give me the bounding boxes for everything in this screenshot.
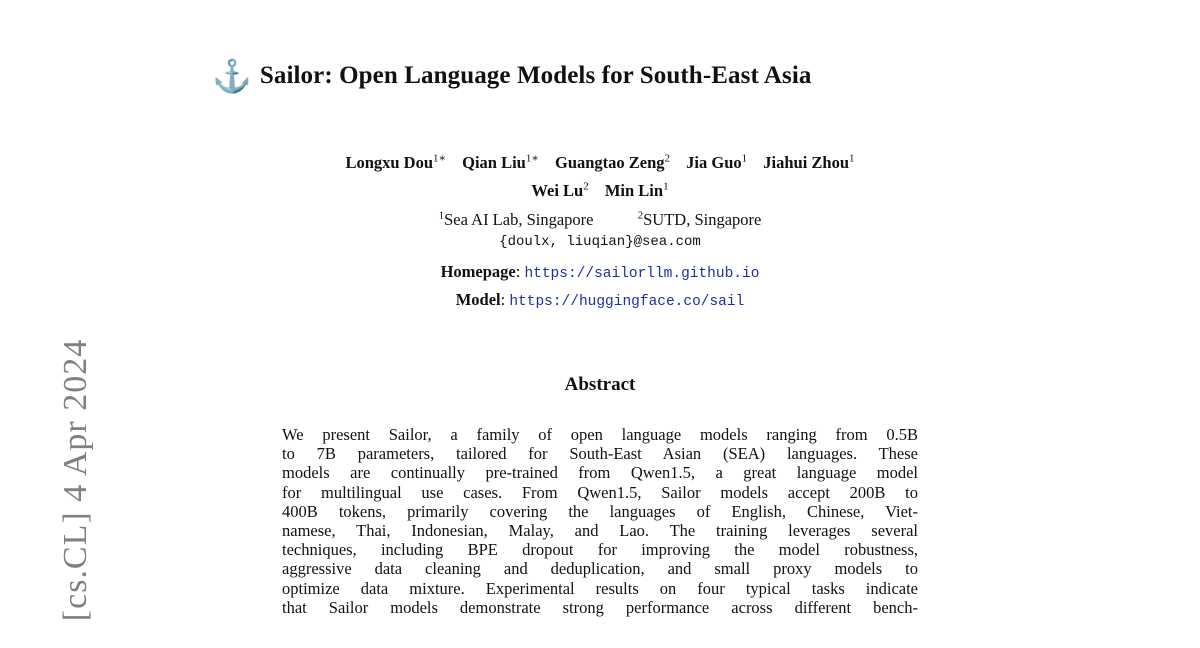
- author: Longxu Dou$^{1∗}$: [345, 152, 446, 172]
- anchor-icon: ⚓: [212, 58, 252, 94]
- abstract-heading: Abstract: [564, 374, 636, 395]
- abstract-line: models are continually pre-trained from Qwen1.5, a great language model: [282, 463, 918, 483]
- model-label: Model: [455, 290, 501, 309]
- abstract-line: We present Sailor, a family of open language models ranging from 0.5B: [282, 425, 918, 444]
- authors-line-2: [230, 175, 970, 204]
- author: Jia Guo$^1$: [686, 152, 748, 172]
- author: Jiahui Zhou$^1$: [763, 152, 855, 172]
- abstract-line: optimize data mixture. Experimental results on four typical tasks indicate: [282, 578, 918, 598]
- abstract-line: techniques, including BPE dropout for improving the model robustness,: [282, 540, 918, 560]
- author: Min Lin$^1$: [604, 180, 669, 200]
- title-row: [212, 56, 972, 96]
- abstract-line: namese, Thai, Indonesian, Malay, and Lao. The training leverages several: [282, 521, 918, 541]
- author-block: [230, 146, 970, 252]
- author: Wei Lu$^2$: [531, 180, 589, 200]
- author: Qian Liu$^{1∗}$: [462, 152, 539, 172]
- model-line: Model: https://huggingface.co/sail: [455, 290, 745, 310]
- abstract-line: for multilingual use cases. From Qwen1.5, Sailor models accept 200B to: [282, 482, 918, 502]
- author: Guangtao Zeng$^2$: [554, 152, 671, 172]
- homepage-link[interactable]: https://sailorllm.github.io: [524, 266, 760, 282]
- model-link[interactable]: https://huggingface.co/sail: [509, 294, 745, 310]
- homepage-line: Homepage: https://sailorllm.github.io: [440, 262, 760, 282]
- links-block: [230, 259, 970, 315]
- homepage-label: Homepage: [440, 262, 516, 281]
- abstract-body: [282, 425, 918, 617]
- authors-line-1: [230, 146, 970, 175]
- affiliations: [230, 203, 970, 232]
- abstract-line: aggressive data cleaning and deduplication, and small proxy models to: [282, 559, 918, 579]
- abstract-line: 400B tokens, primarily covering the languages of English, Chinese, Viet-: [282, 501, 918, 521]
- author-emails: {doulx, liuqian}@sea.com: [499, 233, 701, 250]
- arxiv-stamp: [cs.CL] 4 Apr 2024: [57, 338, 94, 622]
- paper-title: Sailor: Open Language Models for South-East Asia: [259, 62, 812, 89]
- affiliation: $^2$SUTD, Singapore: [637, 209, 762, 229]
- abstract-line: that Sailor models demonstrate strong performance across different bench-: [282, 597, 918, 617]
- abstract-line: to 7B parameters, tailored for South-East Asian (SEA) languages. These: [282, 444, 918, 464]
- affiliation: $^1$Sea AI Lab, Singapore: [438, 209, 594, 229]
